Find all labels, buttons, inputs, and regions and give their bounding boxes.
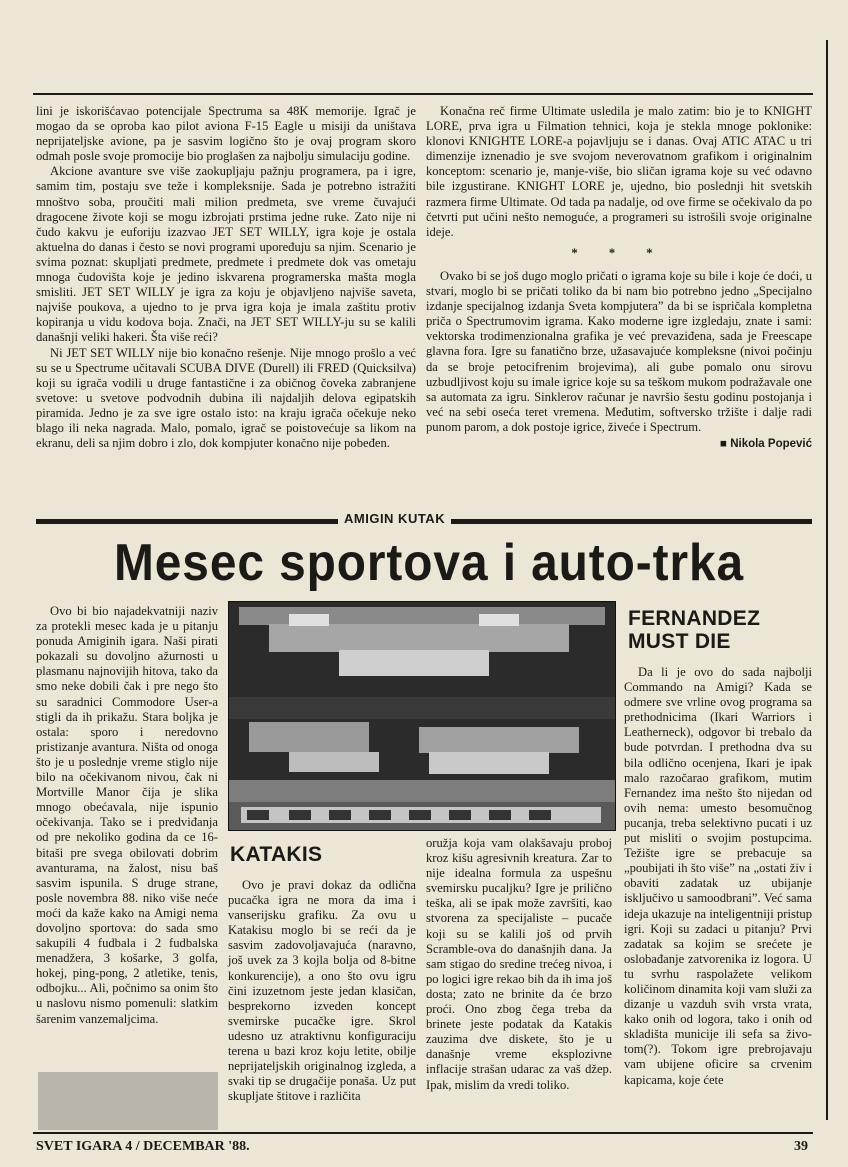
paragraph: Ovo bi bio najadekvatniji naziv za protekli mesec kada je u pitanju ponuda Amiginih igara. Naši pirati pokazali su dovoljno ažurnosti u plasmanu najnovijih hitova, tako da smo neke dobili čak i pre nego što su saradnici Commodore User-a stigli da ih prikažu. Stara boljka je ostala: sporo i neredovno pristizanje avantura. Ništa od onoga što je u poslednje vreme stiglo nije bilo na očekivanom nivou, čak ni Mortville Manor čija je slika mnogo obećavala, nije ispunio očekivanja. Tako se i predviđanja od pre nekoliko godina da ce 16-bitaši pre svega obilovati dobrim avanturama, na žalost, nisu baš sasvim ispunila. S druge strane, posle novembra 88. niko više neće moći da kaže kako na Amigi nema dovoljno sportova: do sada smo sakupili 4 fudbala i 2 fudbalska menadžera, 3 košarke, 3 golfa, hokej, ping-pong, 2 atletike, tenis, odbojku... Ali, počnimo sa onim što u naslovu nismo pomenuli: slatkim šarenim vanzemaljcima. bbox=[36, 604, 218, 1026]
paragraph: Ovako bi se još dugo moglo pričati o igrama koje su bile i koje će doći, u stvari, moglo bi se pričati toliko da bi nam bio potrebno jedno „Specijalno izdanje specijalnog izdanja Sveta kompjutera” da bi se ispričala kompletna priča o Spectrumovim igrama. Kako moderne igre izgledaju, znate i sami: vektorska trodimenzionalna grafika je već prevaziđena, sada je Freescape glavna fora. Igre su fanatično brze, užasavajuće kompleksne (nivoi počinju da se broje petocifrenim brojevima), ali gube pomalo onu sirovu uzbudljivost koju su imale igrice koje su sa teškom mukom podražavale one sa automata za igru. Sinklerov računar je navršio šestu godinu postojanja i već na sebi oseća teret vremena. Međutim, softversko tržište i dalje radi punom parom, a dok postoje igrice, živeće i Spectrum. bbox=[426, 268, 812, 434]
footer-issue: SVET IGARA 4 / DECEMBAR '88. bbox=[36, 1139, 250, 1154]
section-label: AMIGIN KUTAK bbox=[338, 511, 451, 526]
fernandez-title bbox=[628, 607, 760, 653]
gray-panel bbox=[38, 1072, 218, 1130]
footer-rule bbox=[33, 1132, 813, 1134]
katakis-title: KATAKIS bbox=[230, 843, 323, 866]
author-signature: ■ Nikola Popević bbox=[720, 437, 812, 450]
section-divider-stars: * * * bbox=[571, 245, 667, 260]
intro-column bbox=[36, 604, 218, 1027]
fernandez-title-line-2: MUST DIE bbox=[628, 630, 731, 653]
paragraph: Ovo je pravi dokaz da odlična pucačka igra ne mora da ima i vanserijsku grafiku. Za ovu u Katakisu moglo bi se reći da je sasvim zadovoljavajuća (naravno, još uvek za 3 kojla bolja od 8-bitne konkurencije), a ono što ovu igru čini izuzetnom jeste jedan klasičan, besprekorno izveden koncept svemirske pucačke igre. Skrol udesno uz atraktivnu konfiguraciju terena u bazi kroz koju letite, obilje neprijateljskih originalnog izgleda, a svaki tip se drugačije ponaša. Uz put skupljate štitove i različita bbox=[228, 878, 416, 1104]
paragraph: lini je iskorišćavao potencijale Spectruma sa 48K memorije. Igrač je mogao da se oproba kao pilot aviona F-15 Eagle u misiji da uništava neprijateljske avione, pa je sasvim logično što je ovaj program skoro odmah posle svoje promocije bio proglašen za najbolju simulaciju godine. bbox=[36, 104, 416, 164]
screenshot-graphic bbox=[229, 602, 615, 830]
top-article-left-column bbox=[36, 104, 416, 451]
page-headline: Mesec sportova i auto-trka bbox=[114, 534, 745, 592]
paragraph: Da li je ovo do sada najbolji Commando na Amigi? Kada se odmere sve vrline ovog programa sa prethodnicima (Ikari Warriors i Leatherneck), odgovor bi trebalo da bude potvrdan. I prethodna dva su bila odlično ocenjena, Ikari je ipak malo razočarao grafikom, mutim Fernandez ima nešto što nijedan od ovih nema: umesto besomučnog pucanja, treba selektivno pucati i uz put misliti o svojim postupcima. Težište igre se prebacuje sa „poubijati ih što više” na „ostati živ i obaviti zadatak uz ubijanje isključivo u samoodbrani”. Već sama ideja ukazuje na inteligentniji pristup igri. Koji su zadaci u pitanju? Prvi zadatak sa kojim se srećete je oslobađanje zatvorenika iz logora. U tu svrhu raspolažete velikom količinom dinamita koji vam služi za dizanje u vazduh svih vrsta vrata, kako onih od logora, tako i onih od skladišta municije ili sefa sa živo-tom(?). Tokom igre prebrojavaju vam ubijene oficire sa crvenim kapicama, koje ćete bbox=[624, 665, 812, 1087]
katakis-column-2 bbox=[426, 836, 612, 1093]
right-edge-rule bbox=[826, 40, 828, 1120]
paragraph: Ni JET SET WILLY nije bio konačno rešenje. Nije mnogo prošlo a već su se u Spectrume učitavali SCUBA DIVE (Durell) ili FRED (Quicksilva) koji su igrača vodili u druge fantastične i za običnog čoveka zabranjene svetove: u svetove podvodnih dubina ili najdaljih delova egipatskih piramida. Jedno je za sve igre ostalo isto: na kraju igrača očekuje neko blago ili neka nagrada. Malo, pomalo, igrač se poistovećuje sa likom na ekranu, deli sa njim dobro i zlo, dok kompjuter konačno nije pobeđen. bbox=[36, 345, 416, 451]
katakis-column-1 bbox=[228, 878, 416, 1104]
top-rule bbox=[33, 93, 813, 95]
page-number: 39 bbox=[794, 1139, 808, 1154]
paragraph: oružja koja vam olakšavaju proboj kroz kišu agresivnih kreatura. Zar to nije idealna formula za uspešnu svemirsku pucaljku? Igre je prilično teška, ali se ipak može završiti, kao stvorena za specijaliste – pucače koji su se kalili još od prvih Scramble-ova do današnjih dana. Ja sam stigao do sredine trećeg nivoa, i po logici igre rekao bih da ih ima još dosta; zato ne brinite da će brzo proći. Ono zbog čega treba da brinete jeste podatak da Katakis zauzima dve diskete, što je u današnje vreme eksplozivne inflacije strašan udarac za vaš džep. Ipak, mislim da vredi toliko. bbox=[426, 836, 612, 1092]
fernandez-column bbox=[624, 665, 812, 1088]
paragraph: Akcione avanture sve više zaokupljaju pažnju programera, pa i igre, samim tim, postaju sve teže i kompleksnije. Sada je potrebno istražiti mnoštvo soba, proučiti mali milion predmeta, sve vreme čuvajući dragocene živote koji se mogu izbrojati prstima jedne ruke. Zato nije ni čudo kakvu je euforiju izazvao JET SET WILLY, igra koje je ostala aktuelna do danas i često se novi programi upoređuju sa njim. Scenario je svima poznat: skupljati predmete, predmete i predmete dok vas ometaju mnoga čudovišta koje je jedino iskvarena programerska mašta mogla smisliti. JET SET WILLY je igra za koju je objavljeno najviše saveta, najviše poukova, a ujedno to je prva igra koja je imala zaštitu protiv kopiranja u vidu kodova boja. Znači, na JET SET WILLY-ju su se kalili današnji veliki hakeri. Šta više reći? bbox=[36, 164, 416, 345]
fernandez-title-line-1: FERNANDEZ bbox=[628, 607, 761, 630]
katakis-screenshot bbox=[228, 601, 616, 831]
paragraph: Konačna reč firme Ultimate usledila je malo zatim: bio je to KNIGHT LORE, prva igra u Filmation tehnici, koja je stekla mnoge poklonike: klonovi KNIGHTE LORE-a pojavljuju se i danas. Ovaj ATIC ATAC u tri dimenzije iznenadio je sve svojom neverovatnom grafikom i originalnim konceptom: scenario je, manje-više, bio sličan igrama koje su već odavno bile izgustirane. KNIGHT LORE je, ujedno, bio poslednji hit svetskih razmera firme Ultimate. Od tada pa nadalje, od ove firme se očekivalo da po četvrti put učini nešto nemoguće, a programeri su istrošili svoje originalne ideje. bbox=[426, 104, 812, 239]
top-article-right-column bbox=[426, 104, 812, 452]
